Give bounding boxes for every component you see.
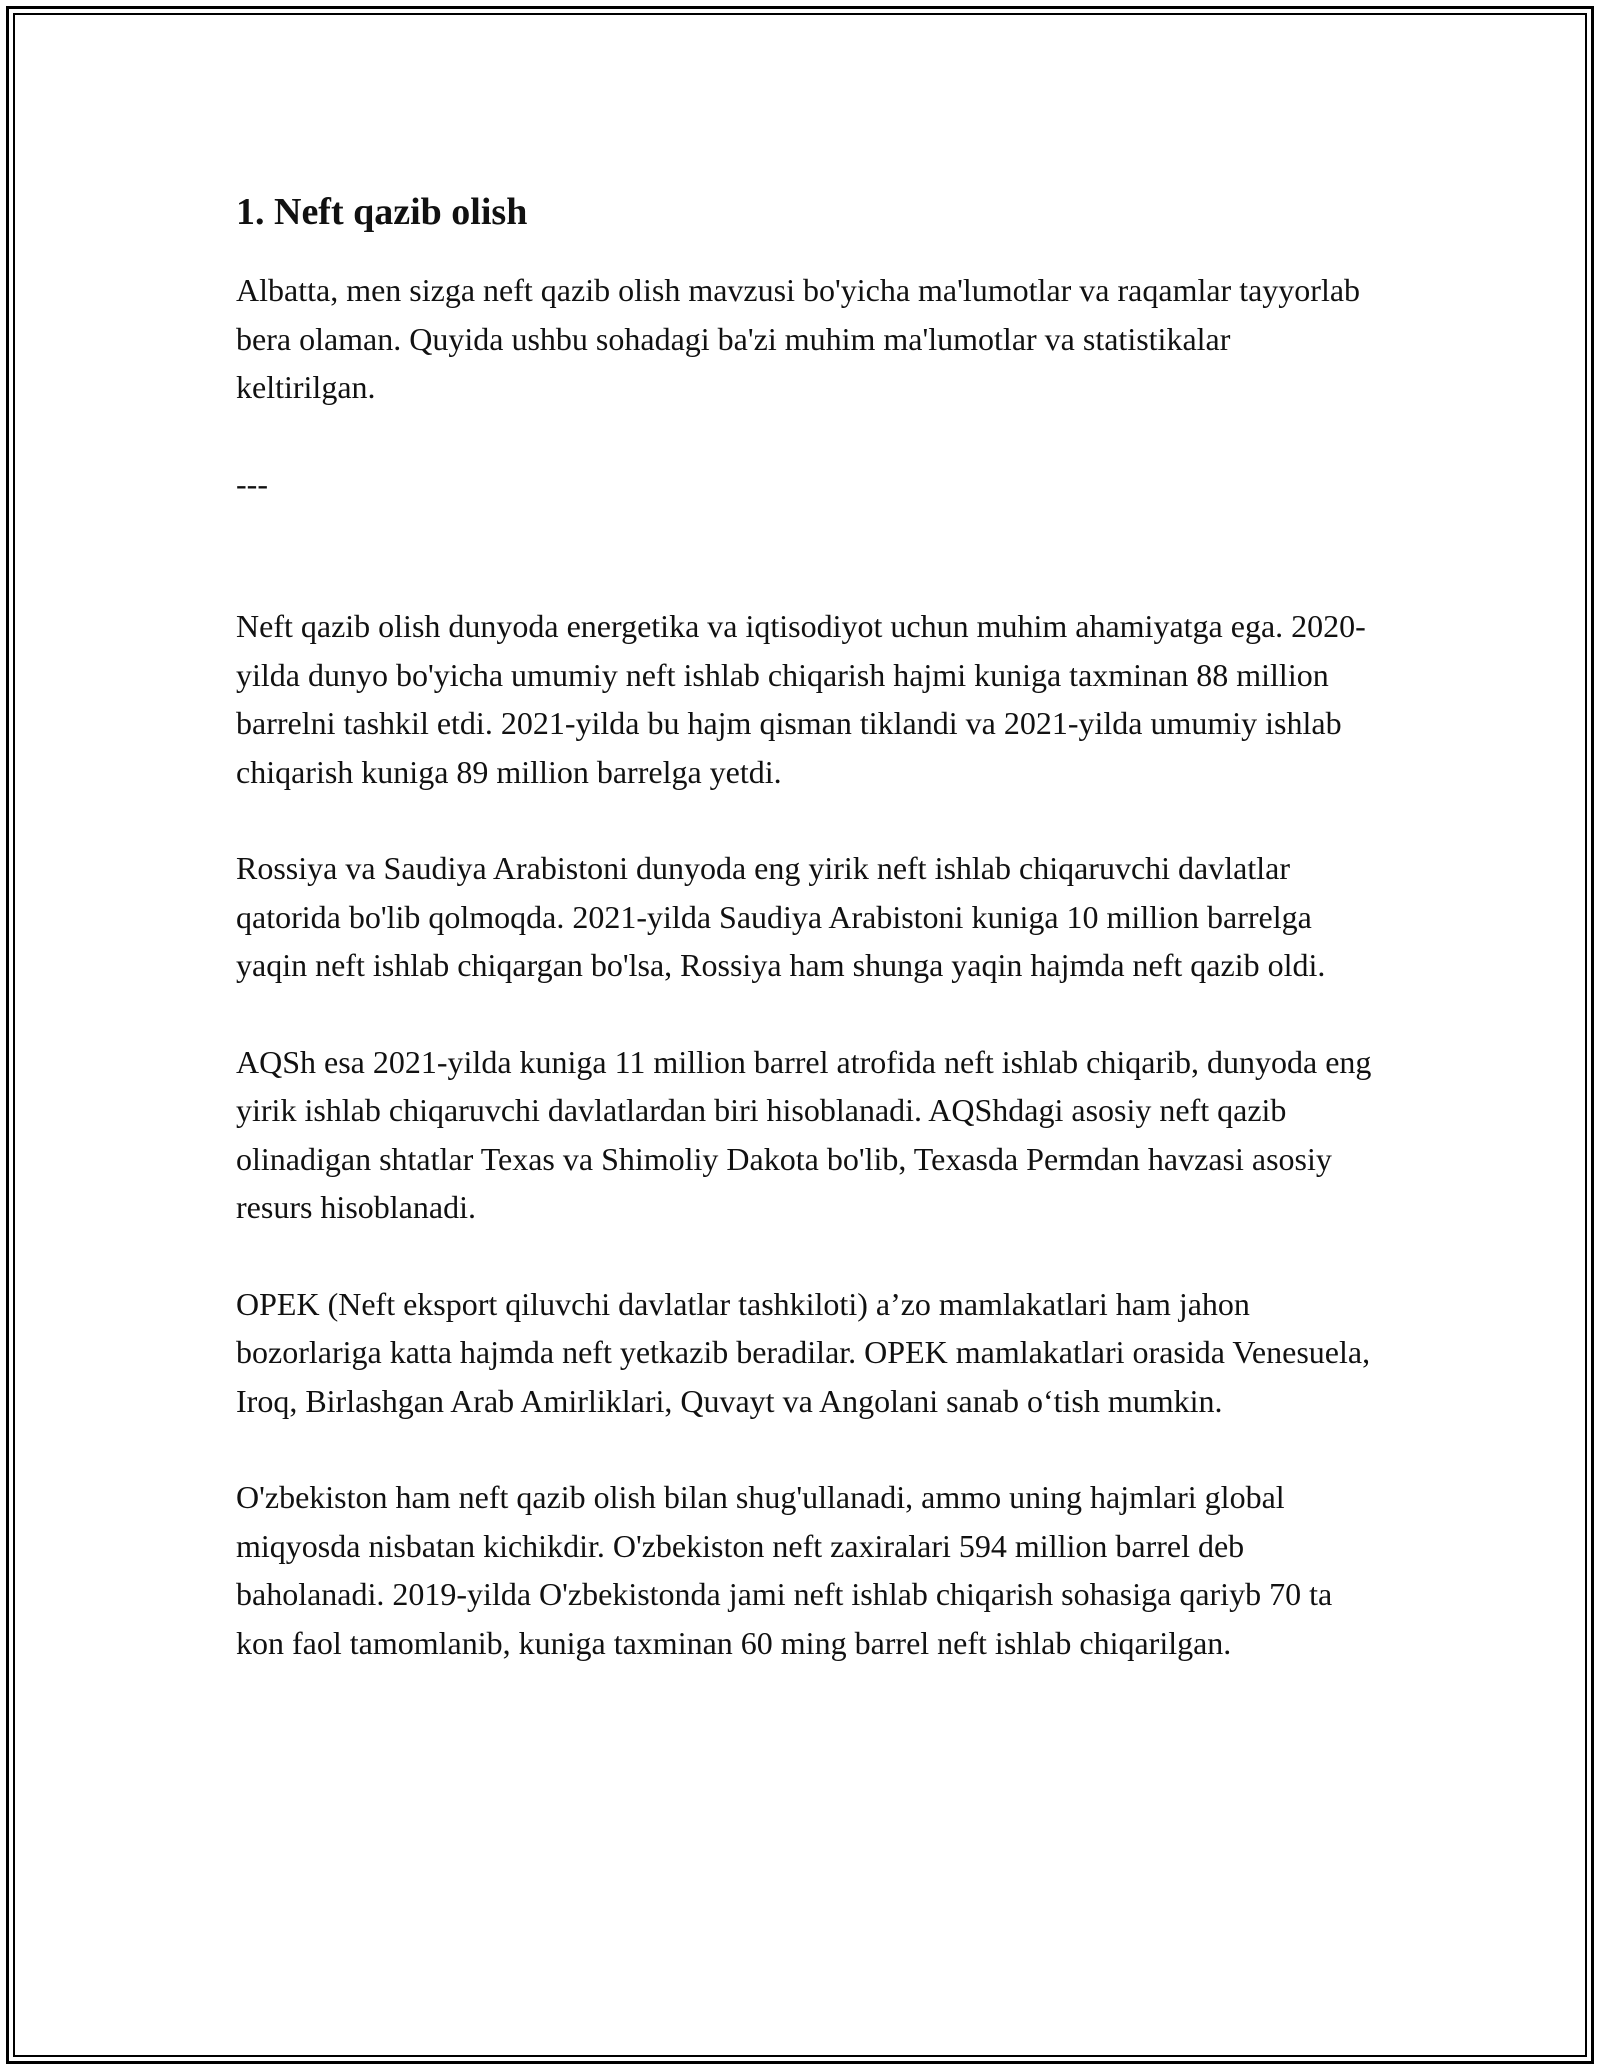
paragraph-uzbekistan: O'zbekiston ham neft qazib olish bilan shug'ullanadi, ammo uning hajmlari global miqyosda nisbatan kichikdir. O'zbekiston neft zaxiralari 594 million barrel deb baholanadi. 2019-yilda O'zbekistonda jami neft ishlab chiqarish sohasiga qariyb 70 ta kon faol tamomlanib, kuniga taxminan 60 ming barrel neft ishlab chiqarilgan. [236,1479,1333,1661]
document-body [236,184,1376,1715]
paragraph-opec: OPEK (Neft eksport qiluvchi davlatlar tashkiloti) a’zo mamlakatlari ham jahon bozorlariga katta hajmda neft yetkazib beradilar. OPEK mamlakatlari orasida Venesuela, Iroq, Birlashgan Arab Amirliklari, Quvayt va Angolani sanab o‘tish mumkin. [236,1285,1371,1419]
intro-paragraph: Albatta, men sizga neft qazib olish mavzusi bo'yicha ma'lumotlar va raqamlar tayyorlab bera olaman. Quyida ushbu sohadagi ba'zi muhim ma'lumotlar va statistikalar keltirilgan. [236,272,1361,405]
paragraph-russia-saudi: Rossiya va Saudiya Arabistoni dunyoda eng yirik neft ishlab chiqaruvchi davlatlar qatorida bo'lib qolmoqda. 2021-yilda Saudiya Arabistoni kuniga 10 million barrelga yaqin neft ishlab chiqargan bo'lsa, Rossiya ham shunga yaqin hajmda neft qazib oldi. [236,850,1326,983]
section-heading: 1. Neft qazib olish [236,191,528,233]
separator-line: --- [236,465,268,502]
paragraph-world-production: Neft qazib olish dunyoda energetika va iqtisodiyot uchun muhim ahamiyatga ega. 2020-yilda dunyo bo'yicha umumiy neft ishlab chiqarish hajmi kuniga taxminan 88 million barrelni tashkil etdi. 2021-yilda bu hajm qisman tiklandi va 2021-yilda umumiy ishlab chiqarish kuniga 89 million barrelga yetdi. [236,608,1366,790]
paragraph-usa: AQSh esa 2021-yilda kuniga 11 million barrel atrofida neft ishlab chiqarib, dunyoda eng yirik ishlab chiqaruvchi davlatlardan biri hisoblanadi. AQShdagi asosiy neft qazib olinadigan shtatlar Texas va Shimoliy Dakota bo'lib, Texasda Permdan havzasi asosiy resurs hisoblanadi. [236,1043,1372,1225]
